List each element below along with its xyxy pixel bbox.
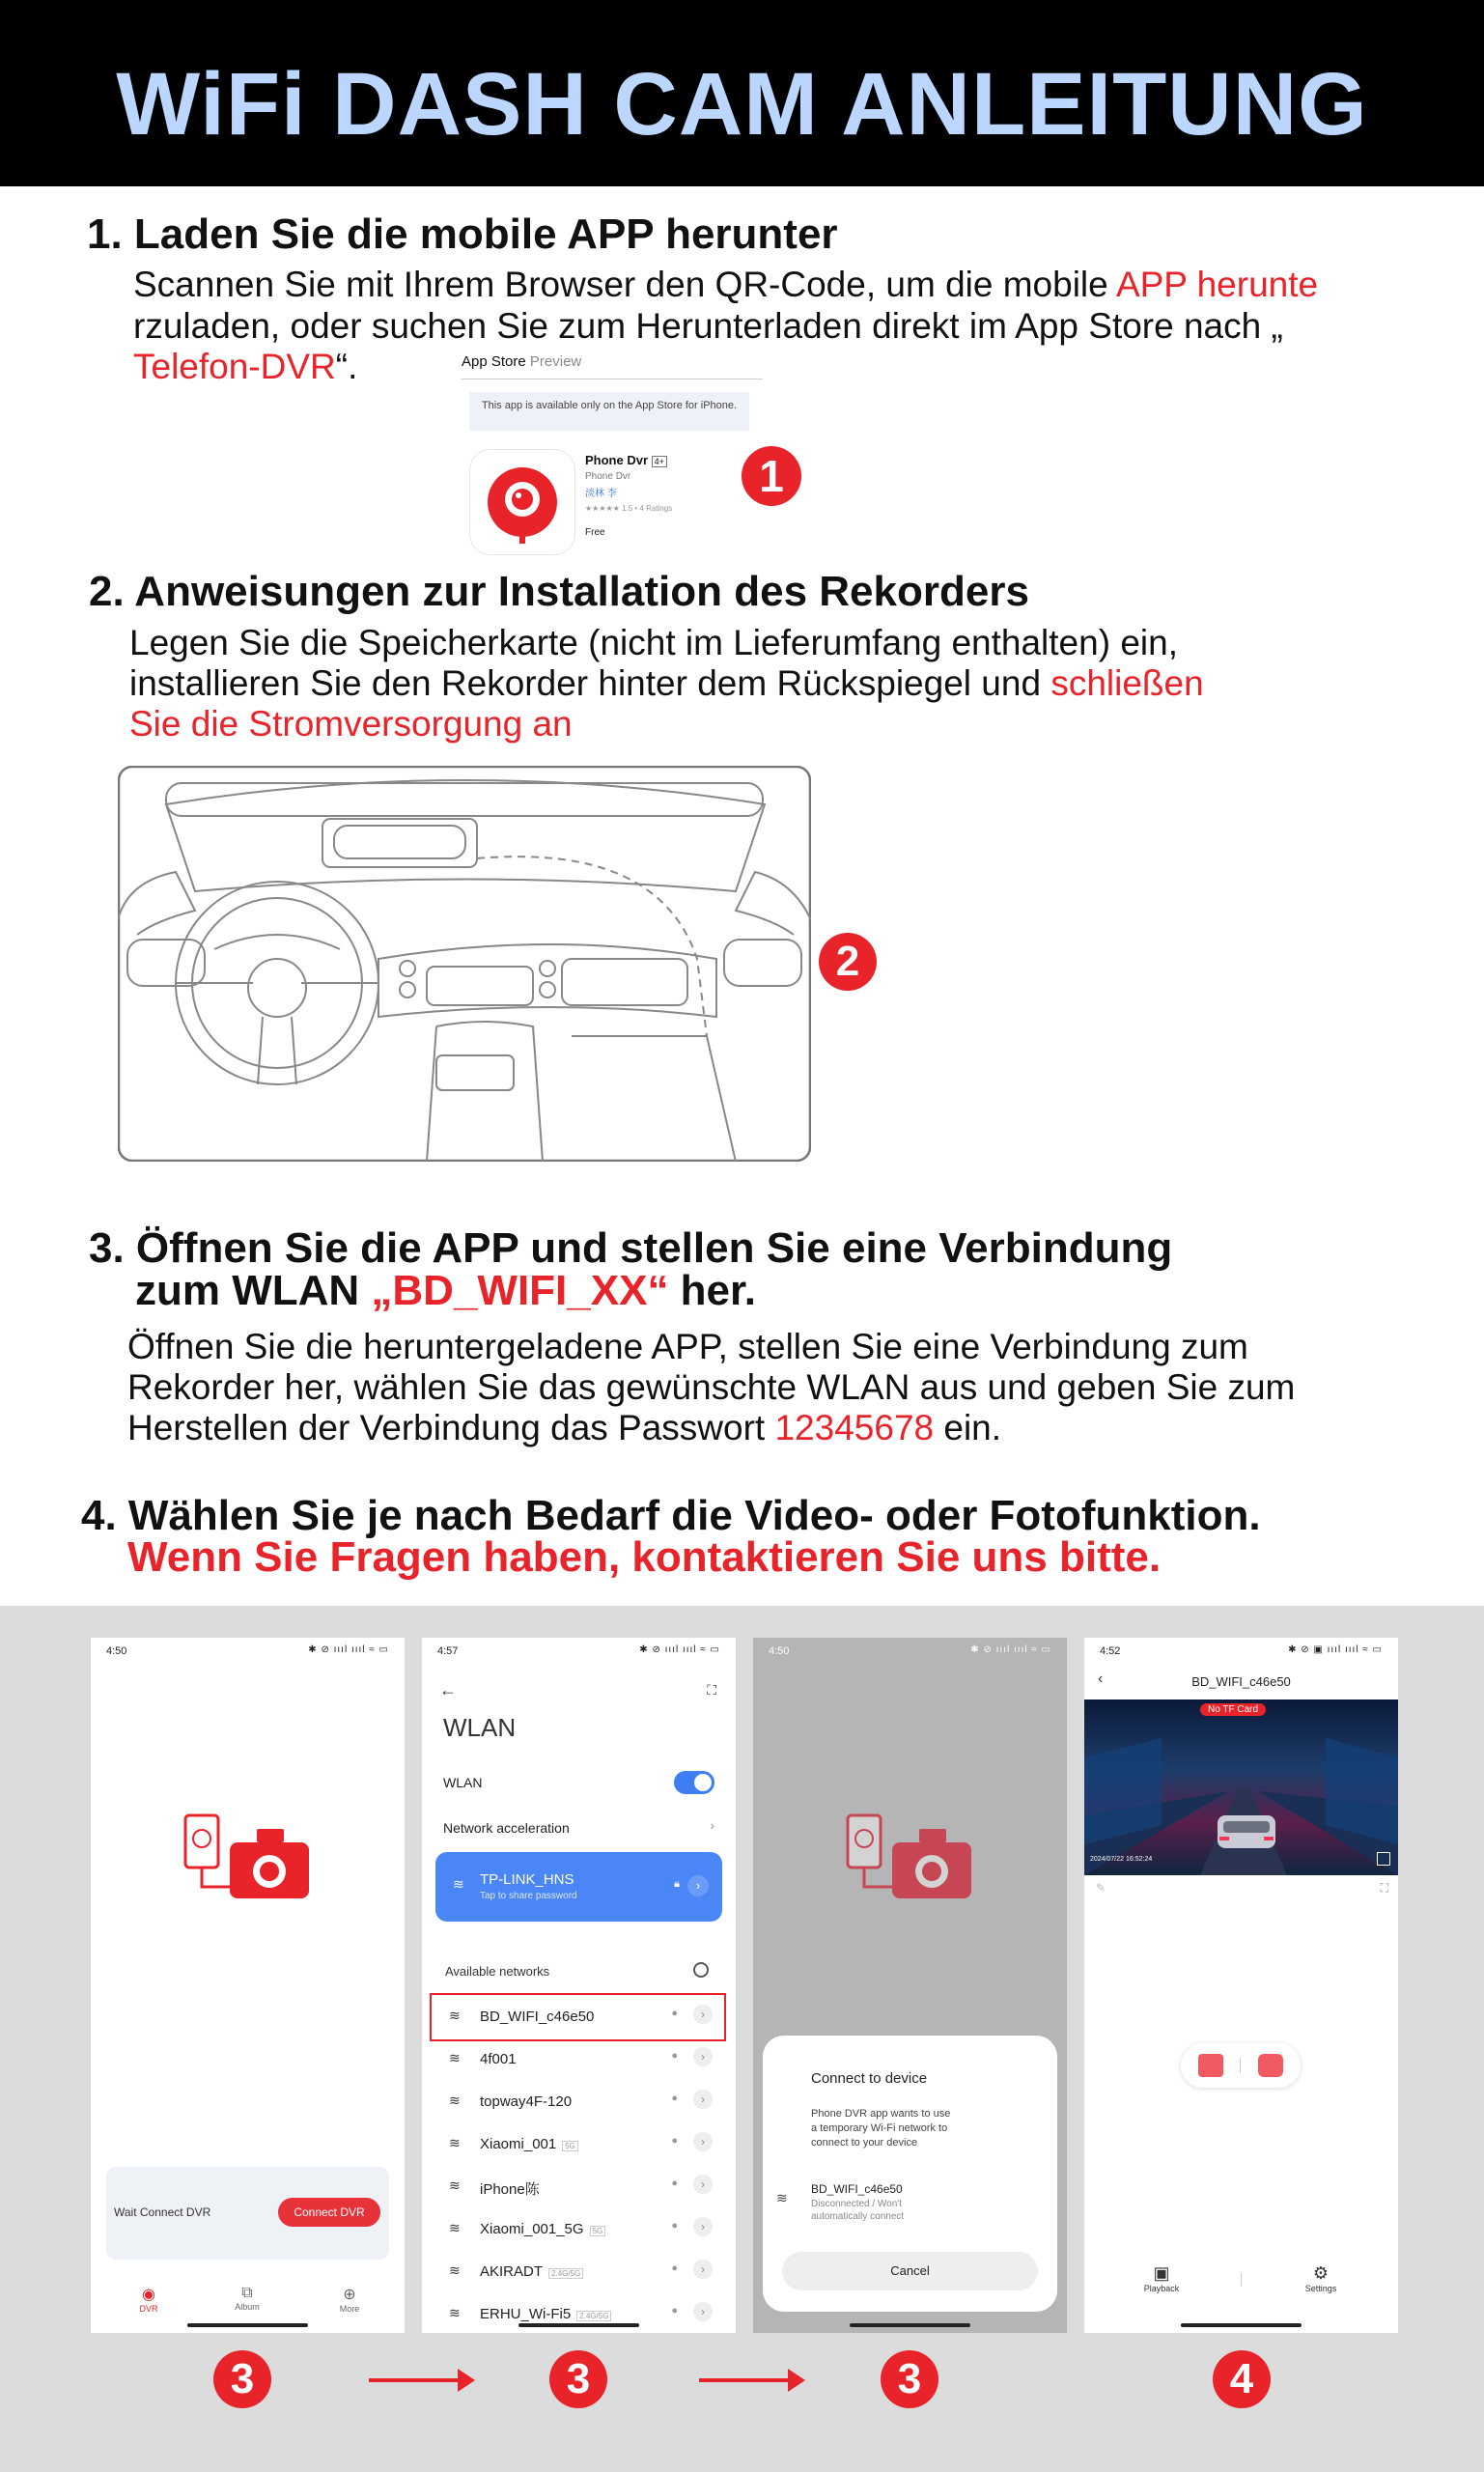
step-badge-1: 1 bbox=[742, 446, 801, 506]
nav-more[interactable]: ⊕ More bbox=[330, 2285, 369, 2314]
arrow-right-icon bbox=[369, 2378, 462, 2382]
phone-screen-wlan-settings bbox=[422, 1638, 736, 2333]
network-name: ERHU_Wi-Fi5 2.4G/5G bbox=[480, 2306, 611, 2322]
app-developer[interactable]: 淡林 李 bbox=[585, 489, 617, 499]
network-row[interactable] bbox=[422, 2037, 736, 2080]
details-arrow-icon[interactable]: › bbox=[687, 1875, 709, 1896]
step1-text-line1: Scannen Sie mit Ihrem Browser den QR-Code, um die mobile APP herunte bbox=[133, 265, 1319, 304]
network-name: BD_WIFI_c46e50 bbox=[480, 2008, 595, 2025]
home-indicator bbox=[850, 2323, 970, 2327]
arrow-right-icon bbox=[699, 2378, 792, 2382]
network-name: iPhone陈 bbox=[480, 2181, 540, 2198]
step3-text-line1: Öffnen Sie die heruntergeladene APP, stellen Sie eine Verbindung zum bbox=[127, 1327, 1248, 1366]
app-store-label: App Store bbox=[462, 353, 526, 370]
network-acceleration-label[interactable]: Network acceleration bbox=[443, 1820, 570, 1836]
fullscreen-icon[interactable] bbox=[1377, 1852, 1390, 1866]
app-store-listing bbox=[462, 350, 763, 562]
dvr-camera-icon bbox=[470, 450, 574, 554]
home-indicator bbox=[1181, 2323, 1302, 2327]
details-arrow-icon[interactable]: › bbox=[693, 2175, 713, 2194]
nav-playback[interactable]: ▣ Playback bbox=[1133, 2263, 1190, 2293]
lock-icon: ● bbox=[671, 2093, 678, 2104]
network-name: 4f001 bbox=[480, 2051, 517, 2067]
car-interior-illustration bbox=[118, 766, 811, 1162]
no-tf-card-badge: No TF Card bbox=[1200, 1703, 1266, 1716]
gear-icon: ⚙︎ bbox=[1312, 2263, 1330, 2283]
lock-icon: ● bbox=[671, 2262, 678, 2274]
details-arrow-icon[interactable]: › bbox=[693, 2090, 713, 2109]
band-tag: 5G bbox=[562, 2141, 578, 2151]
details-arrow-icon[interactable]: › bbox=[693, 2260, 713, 2279]
highlight-box bbox=[430, 1993, 726, 2041]
network-name: topway4F-120 bbox=[480, 2093, 573, 2110]
dvr-connect-icon bbox=[180, 1802, 315, 1908]
wifi-icon: ≋ bbox=[449, 2177, 461, 2193]
details-arrow-icon[interactable]: › bbox=[693, 2005, 713, 2024]
cancel-button[interactable]: Cancel bbox=[782, 2252, 1038, 2290]
network-row[interactable] bbox=[422, 2165, 736, 2207]
wifi-icon: ≋ bbox=[449, 2050, 461, 2065]
app-rating: ★★★★★ 1.5 • 4 Ratings bbox=[585, 504, 673, 513]
wifi-icon: ≋ bbox=[449, 2093, 461, 2108]
step2-text-line2: installieren Sie den Rekorder hinter dem Rückspiegel und schließen bbox=[129, 663, 1204, 703]
capture-mode-switch bbox=[1181, 2043, 1301, 2088]
available-networks-label: Available networks bbox=[445, 1964, 550, 1979]
status-bar: 4:52 ✱ ⊘ ▣ ıııl ıııl ≈ ▭ bbox=[1100, 1644, 1383, 1657]
lock-icon: ● bbox=[671, 2220, 678, 2232]
step-badge-3c: 3 bbox=[881, 2350, 938, 2408]
wifi-icon: ≋ bbox=[453, 1876, 464, 1892]
step-badge-2: 2 bbox=[819, 933, 877, 991]
wifi-icon: ≋ bbox=[449, 2262, 461, 2278]
photo-capture-icon[interactable] bbox=[1258, 2054, 1283, 2077]
step3-heading-line2: zum WLAN „BD_WIFI_XX“ her. bbox=[135, 1267, 756, 1314]
band-tag: 5G bbox=[590, 2226, 606, 2236]
band-tag: 2.4G/5G bbox=[576, 2311, 611, 2321]
step2-text-line3: Sie die Stromversorgung an bbox=[129, 704, 573, 744]
network-name: Xiaomi_001_5G 5G bbox=[480, 2221, 605, 2237]
connect-card bbox=[106, 2167, 389, 2260]
wlan-toggle[interactable] bbox=[674, 1771, 714, 1794]
dvr-nav-icon: ◉ bbox=[142, 2287, 155, 2303]
home-indicator bbox=[518, 2323, 639, 2327]
network-row[interactable] bbox=[422, 2250, 736, 2292]
playback-icon: ▣ bbox=[1153, 2263, 1170, 2283]
more-nav-icon: ⊕ bbox=[343, 2287, 356, 2303]
connected-ssid: TP-LINK_HNS bbox=[480, 1871, 574, 1888]
age-rating: 4+ bbox=[652, 456, 667, 467]
page-title: WiFi DASH CAM ANLEITUNG bbox=[116, 55, 1368, 154]
step3-heading-line1: 3. Öffnen Sie die APP und stellen Sie eine Verbindung bbox=[89, 1224, 1173, 1272]
live-video-preview[interactable] bbox=[1084, 1700, 1398, 1875]
connect-dvr-button[interactable]: Connect DVR bbox=[278, 2198, 380, 2227]
step1-text-line2: rzuladen, oder suchen Sie zum Herunterladen direkt im App Store nach „ bbox=[133, 306, 1283, 346]
status-bar: 4:50 ✱ ⊘ ıııl ıııl ≈ ▭ bbox=[106, 1644, 389, 1657]
step-badge-3a: 3 bbox=[213, 2350, 271, 2408]
chevron-right-icon: › bbox=[710, 1817, 714, 1833]
network-row[interactable] bbox=[422, 2080, 736, 2122]
nav-settings[interactable]: ⚙︎ Settings bbox=[1292, 2263, 1350, 2293]
step3-text-line3: Herstellen der Verbindung das Passwort 12345678 ein. bbox=[127, 1408, 1002, 1447]
app-icon[interactable] bbox=[469, 449, 575, 555]
lock-icon: ● bbox=[671, 2008, 678, 2019]
step2-heading: 2. Anweisungen zur Installation des Rekorders bbox=[89, 568, 1029, 615]
lock-icon: ● bbox=[671, 2135, 678, 2147]
wifi-icon: ≋ bbox=[449, 2305, 461, 2320]
wifi-icon: ≋ bbox=[449, 2220, 461, 2235]
network-row[interactable] bbox=[422, 2207, 736, 2250]
band-tag: 2.4G/5G bbox=[548, 2268, 583, 2279]
app-subtitle: Phone Dvr bbox=[585, 471, 631, 482]
nav-dvr[interactable]: ◉ DVR bbox=[129, 2285, 168, 2314]
status-bar: 4:57 ✱ ⊘ ıııl ıııl ≈ ▭ bbox=[437, 1644, 720, 1657]
nav-album[interactable]: ⧉ Album bbox=[228, 2285, 266, 2312]
dialog-ssid[interactable]: BD_WIFI_c46e50 bbox=[811, 2182, 903, 2196]
network-row[interactable] bbox=[422, 2122, 736, 2165]
share-password-hint: Tap to share password bbox=[480, 1891, 577, 1901]
video-timestamp: 2024/07/22 16:52:24 bbox=[1090, 1856, 1153, 1863]
step4-heading: 4. Wählen Sie je nach Bedarf die Video- oder Fotofunktion. bbox=[81, 1492, 1261, 1539]
home-indicator bbox=[187, 2323, 308, 2327]
step1-text-line3: Telefon-DVR“. bbox=[133, 347, 358, 386]
phone-screen-live-view bbox=[1084, 1638, 1398, 2333]
album-nav-icon: ⧉ bbox=[241, 2285, 253, 2301]
step1-heading: 1. Laden Sie die mobile APP herunter bbox=[87, 211, 838, 258]
wifi-icon: ≋ bbox=[776, 2190, 788, 2205]
connect-dialog bbox=[763, 2036, 1057, 2312]
app-price: Free bbox=[585, 527, 605, 538]
mic-off-icon[interactable]: ✎ bbox=[1096, 1881, 1106, 1895]
dvr-connect-icon bbox=[842, 1802, 977, 1908]
step-badge-4: 4 bbox=[1213, 2350, 1271, 2408]
screenshot-icon[interactable]: ⛶ bbox=[1380, 1881, 1388, 1895]
video-record-icon[interactable] bbox=[1198, 2054, 1223, 2077]
network-name: Xiaomi_001 5G bbox=[480, 2136, 578, 2152]
network-name: AKIRADT 2.4G/5G bbox=[480, 2263, 583, 2280]
app-store-preview: Preview bbox=[529, 353, 582, 370]
scan-icon[interactable]: ⛶ bbox=[707, 1682, 716, 1698]
connected-network-card[interactable] bbox=[435, 1852, 722, 1922]
road-scene bbox=[1084, 1700, 1398, 1875]
lock-icon: ● bbox=[671, 2050, 678, 2062]
lock-icon: ● bbox=[671, 2305, 678, 2317]
bottom-nav bbox=[1084, 2256, 1398, 2314]
refresh-icon[interactable] bbox=[693, 1962, 709, 1978]
wlan-label: WLAN bbox=[443, 1775, 483, 1790]
wlan-title: WLAN bbox=[443, 1713, 517, 1742]
phone-screen-app-home bbox=[91, 1638, 405, 2333]
dialog-title: Connect to device bbox=[811, 2070, 928, 2087]
app-name: Phone Dvr bbox=[585, 453, 649, 467]
step2-text-line1: Legen Sie die Speicherkarte (nicht im Lieferumfang enthalten) ein, bbox=[129, 623, 1178, 662]
back-arrow-icon[interactable]: ← bbox=[439, 1680, 457, 1700]
status-bar: 4:50 ✱ ⊘ ıııl ıııl ≈ ▭ bbox=[769, 1644, 1051, 1657]
lock-icon: 🔒︎ bbox=[674, 1878, 680, 1890]
details-arrow-icon[interactable]: › bbox=[693, 2217, 713, 2236]
step3-text-line2: Rekorder her, wählen Sie das gewünschte WLAN aus und geben Sie zum bbox=[127, 1367, 1296, 1407]
details-arrow-icon[interactable]: › bbox=[693, 2132, 713, 2151]
device-title: BD_WIFI_c46e50 bbox=[1191, 1674, 1291, 1689]
details-arrow-icon[interactable]: › bbox=[693, 2302, 713, 2321]
step-badge-3b: 3 bbox=[549, 2350, 607, 2408]
details-arrow-icon[interactable]: › bbox=[693, 2047, 713, 2066]
wait-connect-text: Wait Connect DVR bbox=[114, 2205, 211, 2219]
wifi-icon: ≋ bbox=[449, 2008, 461, 2023]
lock-icon: ● bbox=[671, 2177, 678, 2189]
phone-screen-connect-dialog bbox=[753, 1638, 1067, 2333]
dialog-message: Phone DVR app wants to use a temporary Wi-Fi network to connect to your device bbox=[811, 2108, 951, 2149]
dialog-ssid-status: Disconnected / Won't automatically connect bbox=[811, 2199, 905, 2222]
wifi-icon: ≋ bbox=[449, 2135, 461, 2150]
back-chevron-icon[interactable]: ‹ bbox=[1098, 1671, 1104, 1687]
availability-notice: This app is available only on the App Store for iPhone. bbox=[469, 392, 749, 431]
step4-subheading: Wenn Sie Fragen haben, kontaktieren Sie uns bitte. bbox=[127, 1533, 1162, 1581]
